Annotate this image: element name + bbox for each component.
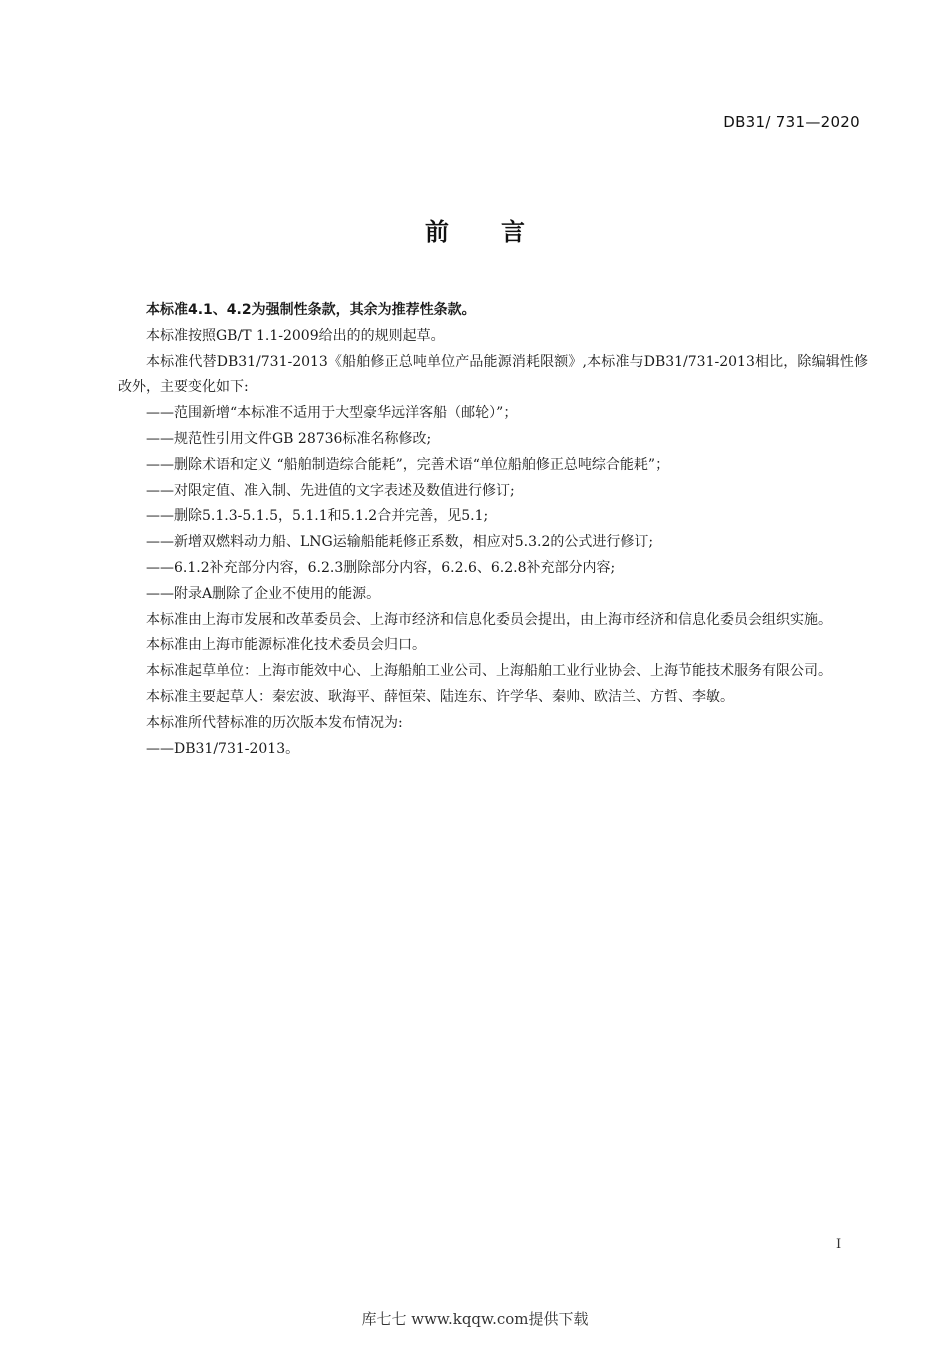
centralized-by-paragraph: 本标准由上海市能源标准化技术委员会归口。 <box>146 637 426 654</box>
download-footer: 库七七 www.kqqw.com提供下载 <box>361 1310 589 1328</box>
change-item: ——新增双燃料动力船、LNG运输船能耗修正系数，相应对5.3.2的公式进行修订; <box>146 534 654 551</box>
drafting-units-paragraph: 本标准起草单位：上海市能效中心、上海船舶工业公司、上海船舶工业行业协会、上海节能技术服务有限公司。 <box>146 663 832 680</box>
drafters-paragraph: 本标准主要起草人：秦宏波、耿海平、薛恒荣、陆连东、许学华、秦帅、欧洁兰、方哲、李敏。 <box>146 688 734 705</box>
change-item: ——附录A删除了企业不使用的能源。 <box>146 585 381 602</box>
drafting-rules-paragraph: 本标准按照GB/T 1.1-2009给出的的规则起草。 <box>146 327 445 344</box>
page-number: I <box>836 1237 842 1252</box>
change-item: ——6.1.2补充部分内容，6.2.3删除部分内容，6.2.6、6.2.8补充部分内容; <box>146 559 616 576</box>
change-item: ——删除5.1.3-5.1.5，5.1.1和5.1.2合并完善，见5.1; <box>146 508 489 525</box>
replacement-paragraph: 本标准代替DB31/731-2013《船舶修正总吨单位产品能源消耗限额》,本标准与DB31/731-2013相比，除编辑性修改外，主要变化如下: <box>118 353 868 396</box>
document-body <box>118 298 868 762</box>
change-item: ——规范性引用文件GB 28736标准名称修改; <box>146 430 432 447</box>
version-history-paragraph: 本标准所代替标准的历次版本发布情况为: <box>146 714 403 731</box>
change-item: ——范围新增“本标准不适用于大型豪华远洋客船（邮轮）”； <box>146 405 518 422</box>
mandatory-clauses-statement: 本标准4.1、4.2为强制性条款，其余为推荐性条款。 <box>146 302 476 318</box>
proposer-paragraph: 本标准由上海市发展和改革委员会、上海市经济和信息化委员会提出，由上海市经济和信息化委员会组织实施。 <box>146 611 832 628</box>
standard-code-header: DB31/ 731—2020 <box>723 113 860 131</box>
change-item: ——对限定值、准入制、先进值的文字表述及数值进行修订; <box>146 482 515 499</box>
page-title: 前言 <box>425 218 577 246</box>
version-history-item: ——DB31/731-2013。 <box>146 740 300 757</box>
change-item: ——删除术语和定义 “船舶制造综合能耗”，完善术语“单位船舶修正总吨综合能耗”； <box>146 456 670 473</box>
